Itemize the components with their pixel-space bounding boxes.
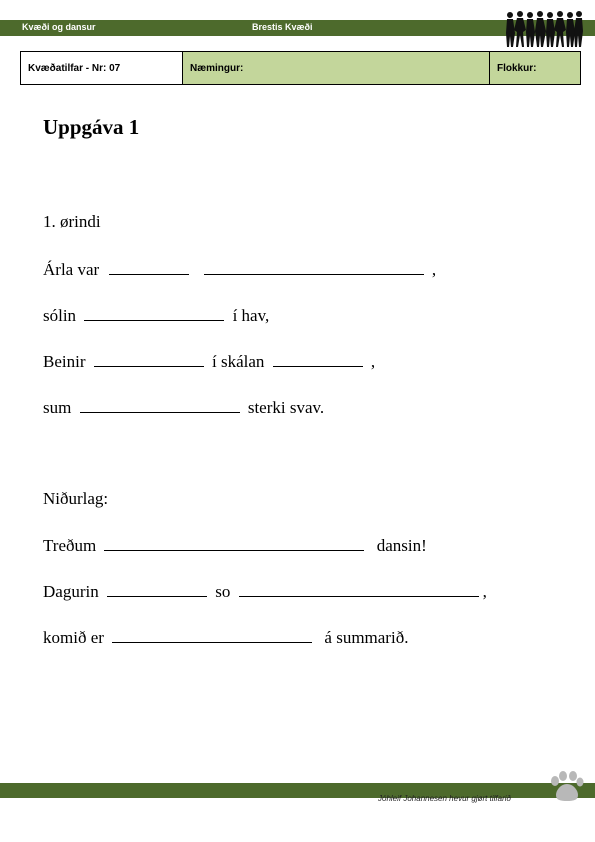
verse-line-4 [43,397,324,418]
verse-text: sterki svav. [247,398,325,417]
answer-blank[interactable] [109,259,189,275]
verse-text: , [370,352,376,371]
page-title: Uppgáva 1 [43,115,140,139]
refrain-line-2 [43,581,487,602]
verse-line-2 [43,305,269,326]
answer-blank[interactable] [273,351,363,367]
refrain-line-3 [43,627,408,648]
refrain-text: dansin! [376,536,427,555]
answer-blank[interactable] [104,535,364,551]
verse-line-3 [43,351,375,372]
refrain-text: á summarið. [324,628,409,647]
footer-credit: Jóhleif Johannesen hevur gjørt tilfarið [378,794,511,803]
answer-blank[interactable] [84,305,224,321]
answer-blank[interactable] [204,259,424,275]
answer-blank[interactable] [80,397,240,413]
dancers-icon [505,10,583,48]
group-field[interactable]: Flokkur: [490,52,580,84]
verse-text: , [431,260,437,279]
refrain-text: Treðum [43,536,97,555]
student-info-table [20,51,581,85]
paw-print-icon [548,770,584,802]
verse-line-1 [43,259,436,280]
verse-text: í hav, [232,306,270,325]
worksheet-number: Kvæðatilfar - Nr: 07 [21,52,183,84]
refrain-text: , [482,582,487,601]
answer-blank[interactable] [94,351,204,367]
verse-text: sólin [43,306,77,325]
answer-blank[interactable] [112,627,312,643]
answer-blank[interactable] [239,581,479,597]
refrain-text: so [215,582,231,601]
student-name-field[interactable]: Næmingur: [183,52,490,84]
verse-text: í skálan [212,352,265,371]
header-left-text: Kvæði og dansur [22,22,96,32]
refrain-text: Dagurin [43,582,99,601]
answer-blank[interactable] [107,581,207,597]
verse-text: sum [43,398,72,417]
verse-text: Beinir [43,352,86,371]
refrain-heading: Niðurlag: [43,489,109,508]
refrain-text: komið er [43,628,104,647]
verse-heading: 1. ørindi [43,212,101,231]
header-center-text: Brestis Kvæði [252,22,313,32]
verse-text: Árla var [43,260,100,279]
refrain-line-1 [43,535,427,556]
